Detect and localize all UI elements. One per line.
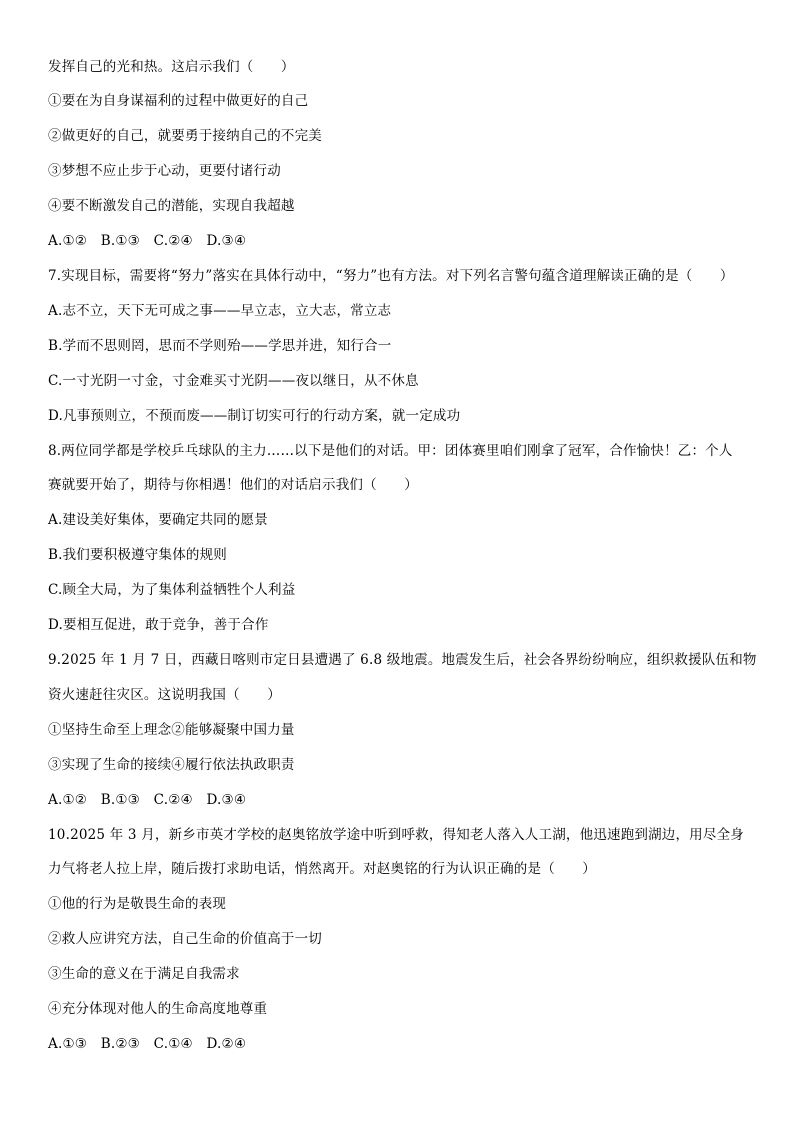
- option-a: A.志不立，天下无可成之事——早立志，立大志，常立志: [48, 303, 392, 319]
- option-c: C.一寸光阴一寸金，寸金难买寸光阴——夜以继日，从不休息: [48, 373, 419, 389]
- text-line: ①坚持生命至上理念②能够凝聚中国力量: [48, 722, 295, 738]
- option-c: C.顾全大局，为了集体利益牺牲个人利益: [48, 582, 296, 598]
- text-line: ①他的行为是敬畏生命的表现: [48, 896, 227, 912]
- question-8: 8.两位同学都是学校乒乓球队的主力……以下是他们的对话。甲：团体赛里咱们刚拿了冠军，合作愉快！乙：个人: [48, 443, 733, 459]
- text-line: ③生命的意义在于满足自我需求: [48, 966, 240, 982]
- question-9: 9.2025 年 1 月 7 日，西藏日喀则市定日县遭遇了 6.8 级地震。地震发生后，社会各界纷纷响应，组织救援队伍和物: [48, 652, 757, 668]
- text-line: ③实现了生命的接续④履行依法执政职责: [48, 757, 295, 773]
- text-line: ④要不断激发自己的潜能，实现自我超越: [48, 198, 295, 214]
- text-line: ③梦想不应止步于心动，更要付诸行动: [48, 163, 281, 179]
- text-line: 发挥自己的光和热。这启示我们（ ）: [48, 59, 295, 75]
- question-10-cont: 力气将老人拉上岸，随后拨打求助电话，悄然离开。对赵奥铭的行为认识正确的是（ ）: [48, 861, 596, 877]
- answer-options: A.①② B.①③ C.②④ D.③④: [48, 233, 247, 249]
- answer-options: A.①③ B.②③ C.①④ D.②④: [48, 1036, 247, 1052]
- option-d: D.凡事预则立，不预而废——制订切实可行的行动方案，就一定成功: [48, 408, 461, 424]
- text-line: ②救人应讲究方法，自己生命的价值高于一切: [48, 931, 322, 947]
- answer-options: A.①② B.①③ C.②④ D.③④: [48, 792, 247, 808]
- text-line: ①要在为自身谋福利的过程中做更好的自己: [48, 93, 309, 109]
- question-9-cont: 资火速赶往灾区。这说明我国（ ）: [48, 687, 281, 703]
- text-line: ④充分体现对他人的生命高度地尊重: [48, 1001, 268, 1017]
- option-b: B.我们要积极遵守集体的规则: [48, 547, 228, 563]
- text-line: ②做更好的自己，就要勇于接纳自己的不完美: [48, 128, 322, 144]
- option-b: B.学而不思则罔，思而不学则殆——学思并进，知行合一: [48, 338, 392, 354]
- option-a: A.建设美好集体，要确定共同的愿景: [48, 512, 268, 528]
- question-10: 10.2025 年 3 月，新乡市英才学校的赵奥铭放学途中听到呼救，得知老人落入人工湖，他迅速跑到湖边，用尽全身: [48, 827, 744, 843]
- question-8-cont: 赛就要开始了，期待与你相遇！他们的对话启示我们（ ）: [48, 477, 418, 493]
- option-d: D.要相互促进，敢于竞争，善于合作: [48, 617, 269, 633]
- question-7: 7.实现目标，需要将“努力”落实在具体行动中，“努力”也有方法。对下列名言警句蕴含道理解读正确的是（ ）: [48, 268, 734, 284]
